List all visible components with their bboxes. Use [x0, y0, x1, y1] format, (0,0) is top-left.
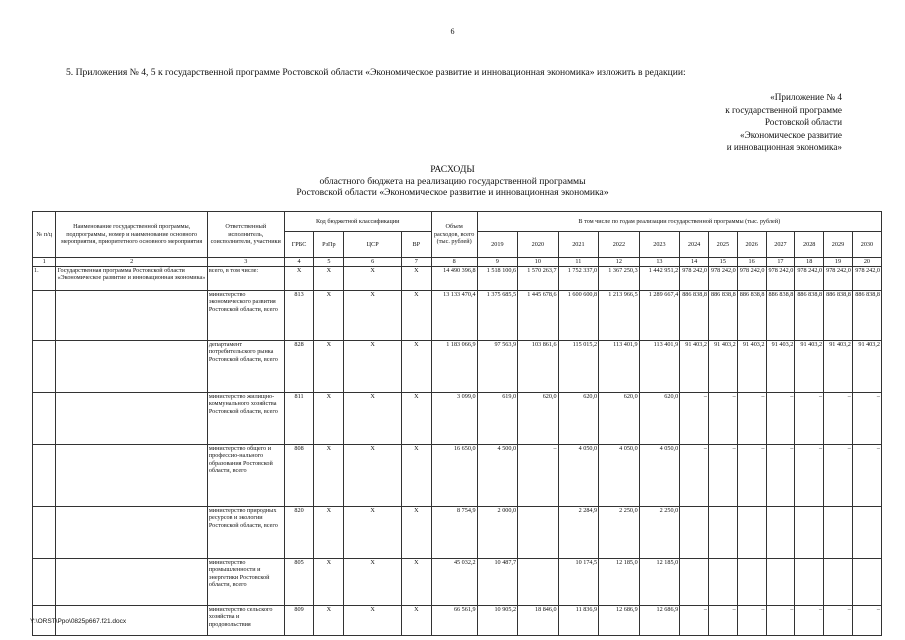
- year-value: [795, 507, 824, 559]
- grbs-code: 808: [284, 445, 314, 507]
- year-value: –: [737, 393, 766, 445]
- year-value: 978 242,0: [708, 267, 737, 291]
- expenses-table: [32, 211, 882, 636]
- year-value: 91 403,2: [852, 341, 881, 393]
- year-value: 1 213 966,5: [599, 291, 640, 341]
- header-years-group: В том числе по годам реализации государственной программы (тыс. рублей): [477, 212, 881, 232]
- row-number: [33, 341, 56, 393]
- column-number: 6: [344, 258, 402, 267]
- year-value: 886 838,8: [795, 291, 824, 341]
- year-value: –: [852, 393, 881, 445]
- total-volume: 14 490 396,8: [431, 267, 477, 291]
- year-value: [518, 507, 559, 559]
- year-value: 2 000,0: [477, 507, 518, 559]
- year-value: 978 242,0: [680, 267, 709, 291]
- year-value: 620,0: [639, 393, 680, 445]
- year-value: 10 905,2: [477, 606, 518, 636]
- header-executor: Ответственный исполнитель, соисполнители, участники: [207, 212, 284, 258]
- rzpr-code: X: [314, 267, 344, 291]
- year-value: 620,0: [518, 393, 559, 445]
- year-value: 886 838,8: [737, 291, 766, 341]
- total-volume: 8 754,9: [431, 507, 477, 559]
- year-value: –: [708, 445, 737, 507]
- year-value: 886 838,8: [680, 291, 709, 341]
- column-number: 12: [599, 258, 640, 267]
- column-number: 1: [33, 258, 56, 267]
- year-value: –: [518, 445, 559, 507]
- column-number: 13: [639, 258, 680, 267]
- year-value: 91 403,2: [766, 341, 795, 393]
- column-number: 14: [680, 258, 709, 267]
- csr-code: X: [344, 507, 402, 559]
- header-csr: ЦСР: [344, 232, 402, 258]
- table-row: [33, 341, 882, 393]
- year-value: 2 284,9: [558, 507, 599, 559]
- grbs-code: 828: [284, 341, 314, 393]
- year-value: 1 289 667,4: [639, 291, 680, 341]
- year-value: –: [795, 606, 824, 636]
- year-value: 113 401,9: [639, 341, 680, 393]
- header-program-name: Наименование государственной программы, подпрограммы, номер и наименование основного мероприятия, приоритетного основного мероприятия: [56, 212, 207, 258]
- row-number: [33, 291, 56, 341]
- vr-code: X: [401, 393, 431, 445]
- header-year: 2030: [852, 232, 881, 258]
- executor-name: всего, в том числе:: [207, 267, 284, 291]
- year-value: –: [824, 445, 853, 507]
- year-value: 2 250,0: [639, 507, 680, 559]
- appendix-line: Ростовской области: [764, 117, 842, 128]
- vr-code: X: [401, 291, 431, 341]
- year-value: 4 050,0: [639, 445, 680, 507]
- appendix-line: и инновационная экономика»: [726, 142, 842, 153]
- year-value: 886 838,8: [708, 291, 737, 341]
- program-name: [56, 507, 207, 559]
- rzpr-code: X: [314, 341, 344, 393]
- header-year: 2024: [680, 232, 709, 258]
- rzpr-code: X: [314, 606, 344, 636]
- year-value: –: [680, 445, 709, 507]
- year-value: 91 403,2: [795, 341, 824, 393]
- vr-code: X: [401, 507, 431, 559]
- executor-name: министерство общего и профессио-нального образования Ростовской области, всего: [207, 445, 284, 507]
- header-year: 2027: [766, 232, 795, 258]
- table-row: [33, 507, 882, 559]
- year-value: 978 242,0: [795, 267, 824, 291]
- header-total-volume: Объем расходов, всего (тыс. рублей): [431, 212, 477, 258]
- year-value: 1 445 678,6: [518, 291, 559, 341]
- executor-name: департамент потребительского рынка Ростовской области, всего: [207, 341, 284, 393]
- header-row-number: № п/ц: [33, 212, 56, 258]
- year-value: –: [680, 606, 709, 636]
- year-value: 1 600 600,8: [558, 291, 599, 341]
- year-value: 91 403,2: [708, 341, 737, 393]
- year-value: 103 861,6: [518, 341, 559, 393]
- rzpr-code: X: [314, 507, 344, 559]
- program-name: [56, 291, 207, 341]
- year-value: 978 242,0: [766, 267, 795, 291]
- year-value: –: [766, 445, 795, 507]
- year-value: [852, 559, 881, 606]
- heading-line: областного бюджета на реализацию государственной программы: [319, 175, 586, 187]
- column-number: 19: [824, 258, 853, 267]
- header-grbs: ГРБС: [284, 232, 314, 258]
- heading-line: Ростовской области «Экономическое развитие и инновационная экономика»: [296, 187, 609, 199]
- year-value: –: [852, 445, 881, 507]
- column-number-row: [33, 258, 882, 267]
- header-vr: ВР: [401, 232, 431, 258]
- year-value: 4 500,0: [477, 445, 518, 507]
- year-value: –: [795, 445, 824, 507]
- column-number: 16: [737, 258, 766, 267]
- total-volume: 45 032,2: [431, 559, 477, 606]
- csr-code: X: [344, 267, 402, 291]
- header-year: 2029: [824, 232, 853, 258]
- heading-title: РАСХОДЫ: [430, 164, 475, 175]
- rzpr-code: X: [314, 559, 344, 606]
- year-value: [795, 559, 824, 606]
- column-number: 17: [766, 258, 795, 267]
- year-value: 10 487,7: [477, 559, 518, 606]
- year-value: 97 563,9: [477, 341, 518, 393]
- year-value: [766, 559, 795, 606]
- year-value: 91 403,2: [737, 341, 766, 393]
- year-value: [680, 559, 709, 606]
- column-number: 8: [431, 258, 477, 267]
- csr-code: X: [344, 559, 402, 606]
- executor-name: министерство сельского хозяйства и продовольствия: [207, 606, 284, 636]
- year-value: [824, 507, 853, 559]
- csr-code: X: [344, 606, 402, 636]
- column-number: 2: [56, 258, 207, 267]
- year-value: –: [708, 606, 737, 636]
- year-value: [852, 507, 881, 559]
- year-value: –: [795, 393, 824, 445]
- column-number: 11: [558, 258, 599, 267]
- header-year: 2021: [558, 232, 599, 258]
- grbs-code: X: [284, 267, 314, 291]
- year-value: [680, 507, 709, 559]
- year-value: 619,0: [477, 393, 518, 445]
- rzpr-code: X: [314, 445, 344, 507]
- year-value: –: [824, 606, 853, 636]
- row-number: 1.: [33, 267, 56, 291]
- header-rzpr: РзПр: [314, 232, 344, 258]
- appendix-caption: [622, 91, 842, 154]
- total-volume: 1 183 066,9: [431, 341, 477, 393]
- year-value: 978 242,0: [824, 267, 853, 291]
- executor-name: министерство жилищно-коммунального хозяйства Ростовской области, всего: [207, 393, 284, 445]
- year-value: 886 838,8: [766, 291, 795, 341]
- grbs-code: 805: [284, 559, 314, 606]
- grbs-code: 813: [284, 291, 314, 341]
- column-number: 7: [401, 258, 431, 267]
- year-value: 113 401,9: [599, 341, 640, 393]
- table-row: [33, 559, 882, 606]
- column-number: 20: [852, 258, 881, 267]
- header-year: 2022: [599, 232, 640, 258]
- year-value: 1 442 951,2: [639, 267, 680, 291]
- year-value: [708, 507, 737, 559]
- row-number: [33, 559, 56, 606]
- page-number: 6: [450, 27, 455, 36]
- vr-code: X: [401, 267, 431, 291]
- year-value: 10 174,5: [558, 559, 599, 606]
- row-number: [33, 393, 56, 445]
- program-name: [56, 559, 207, 606]
- vr-code: X: [401, 341, 431, 393]
- header-year: 2026: [737, 232, 766, 258]
- year-value: [737, 559, 766, 606]
- vr-code: X: [401, 606, 431, 636]
- year-value: 12 686,9: [599, 606, 640, 636]
- year-value: –: [708, 393, 737, 445]
- total-volume: 16 650,0: [431, 445, 477, 507]
- column-number: 15: [708, 258, 737, 267]
- year-value: 11 836,9: [558, 606, 599, 636]
- program-name: [56, 393, 207, 445]
- year-value: 886 838,8: [852, 291, 881, 341]
- year-value: –: [737, 606, 766, 636]
- vr-code: X: [401, 445, 431, 507]
- year-value: 91 403,2: [680, 341, 709, 393]
- program-name: [56, 341, 207, 393]
- year-value: 1 367 250,3: [599, 267, 640, 291]
- year-value: 620,0: [599, 393, 640, 445]
- header-year: 2023: [639, 232, 680, 258]
- year-value: –: [680, 393, 709, 445]
- year-value: 978 242,0: [737, 267, 766, 291]
- appendix-line: к государственной программе: [725, 104, 842, 115]
- csr-code: X: [344, 393, 402, 445]
- year-value: 2 250,0: [599, 507, 640, 559]
- file-path-footer: Y:\ORST\Ppo\0825p667.f21.docx: [30, 618, 127, 625]
- header-year: 2028: [795, 232, 824, 258]
- intro-text: 5. Приложения № 4, 5 к государственной программе Ростовской области «Экономическое развитие и инновационная экономика» изложить в редакции:: [66, 67, 686, 78]
- grbs-code: 809: [284, 606, 314, 636]
- header-year: 2020: [518, 232, 559, 258]
- year-value: –: [766, 606, 795, 636]
- appendix-line: «Экономическое развитие: [740, 129, 842, 140]
- csr-code: X: [344, 445, 402, 507]
- year-value: 1 518 100,6: [477, 267, 518, 291]
- year-value: 115 015,2: [558, 341, 599, 393]
- year-value: –: [766, 393, 795, 445]
- appendix-line: «Приложение № 4: [770, 92, 842, 102]
- year-value: –: [824, 393, 853, 445]
- year-value: 12 185,0: [639, 559, 680, 606]
- year-value: 4 050,0: [558, 445, 599, 507]
- table-row: [33, 606, 882, 636]
- row-number: [33, 507, 56, 559]
- csr-code: X: [344, 291, 402, 341]
- rzpr-code: X: [314, 393, 344, 445]
- column-number: 10: [518, 258, 559, 267]
- column-number: 18: [795, 258, 824, 267]
- program-name: Государственная программа Ростовской области «Экономическое развитие и инновационная экономика»: [56, 267, 207, 291]
- year-value: [766, 507, 795, 559]
- year-value: 1 752 337,0: [558, 267, 599, 291]
- year-value: 978 242,0: [852, 267, 881, 291]
- year-value: [737, 507, 766, 559]
- year-value: 620,0: [558, 393, 599, 445]
- year-value: 18 846,0: [518, 606, 559, 636]
- column-number: 3: [207, 258, 284, 267]
- table-row: [33, 393, 882, 445]
- year-value: 1 375 685,5: [477, 291, 518, 341]
- year-value: 91 403,2: [824, 341, 853, 393]
- column-number: 4: [284, 258, 314, 267]
- table-row: [33, 445, 882, 507]
- table-row: [33, 291, 882, 341]
- year-value: –: [737, 445, 766, 507]
- document-heading: [0, 164, 905, 199]
- year-value: –: [852, 606, 881, 636]
- total-volume: 66 561,9: [431, 606, 477, 636]
- csr-code: X: [344, 341, 402, 393]
- executor-name: министерство природных ресурсов и экологии Ростовской области, всего: [207, 507, 284, 559]
- year-value: 4 050,0: [599, 445, 640, 507]
- executor-name: министерство промышленности и энергетики Ростовской области, всего: [207, 559, 284, 606]
- year-value: 12 686,9: [639, 606, 680, 636]
- total-volume: 3 099,0: [431, 393, 477, 445]
- header-budget-code: Код бюджетной классификации: [284, 212, 431, 232]
- program-name: [56, 445, 207, 507]
- year-value: [824, 559, 853, 606]
- year-value: 12 185,0: [599, 559, 640, 606]
- column-number: 5: [314, 258, 344, 267]
- year-value: 1 570 263,7: [518, 267, 559, 291]
- vr-code: X: [401, 559, 431, 606]
- year-value: [708, 559, 737, 606]
- header-year: 2019: [477, 232, 518, 258]
- row-number: [33, 445, 56, 507]
- table-row: [33, 267, 882, 291]
- year-value: 886 838,8: [824, 291, 853, 341]
- rzpr-code: X: [314, 291, 344, 341]
- grbs-code: 811: [284, 393, 314, 445]
- year-value: [518, 559, 559, 606]
- executor-name: министерство экономического развития Ростовской области, всего: [207, 291, 284, 341]
- column-number: 9: [477, 258, 518, 267]
- total-volume: 13 133 470,4: [431, 291, 477, 341]
- grbs-code: 820: [284, 507, 314, 559]
- header-year: 2025: [708, 232, 737, 258]
